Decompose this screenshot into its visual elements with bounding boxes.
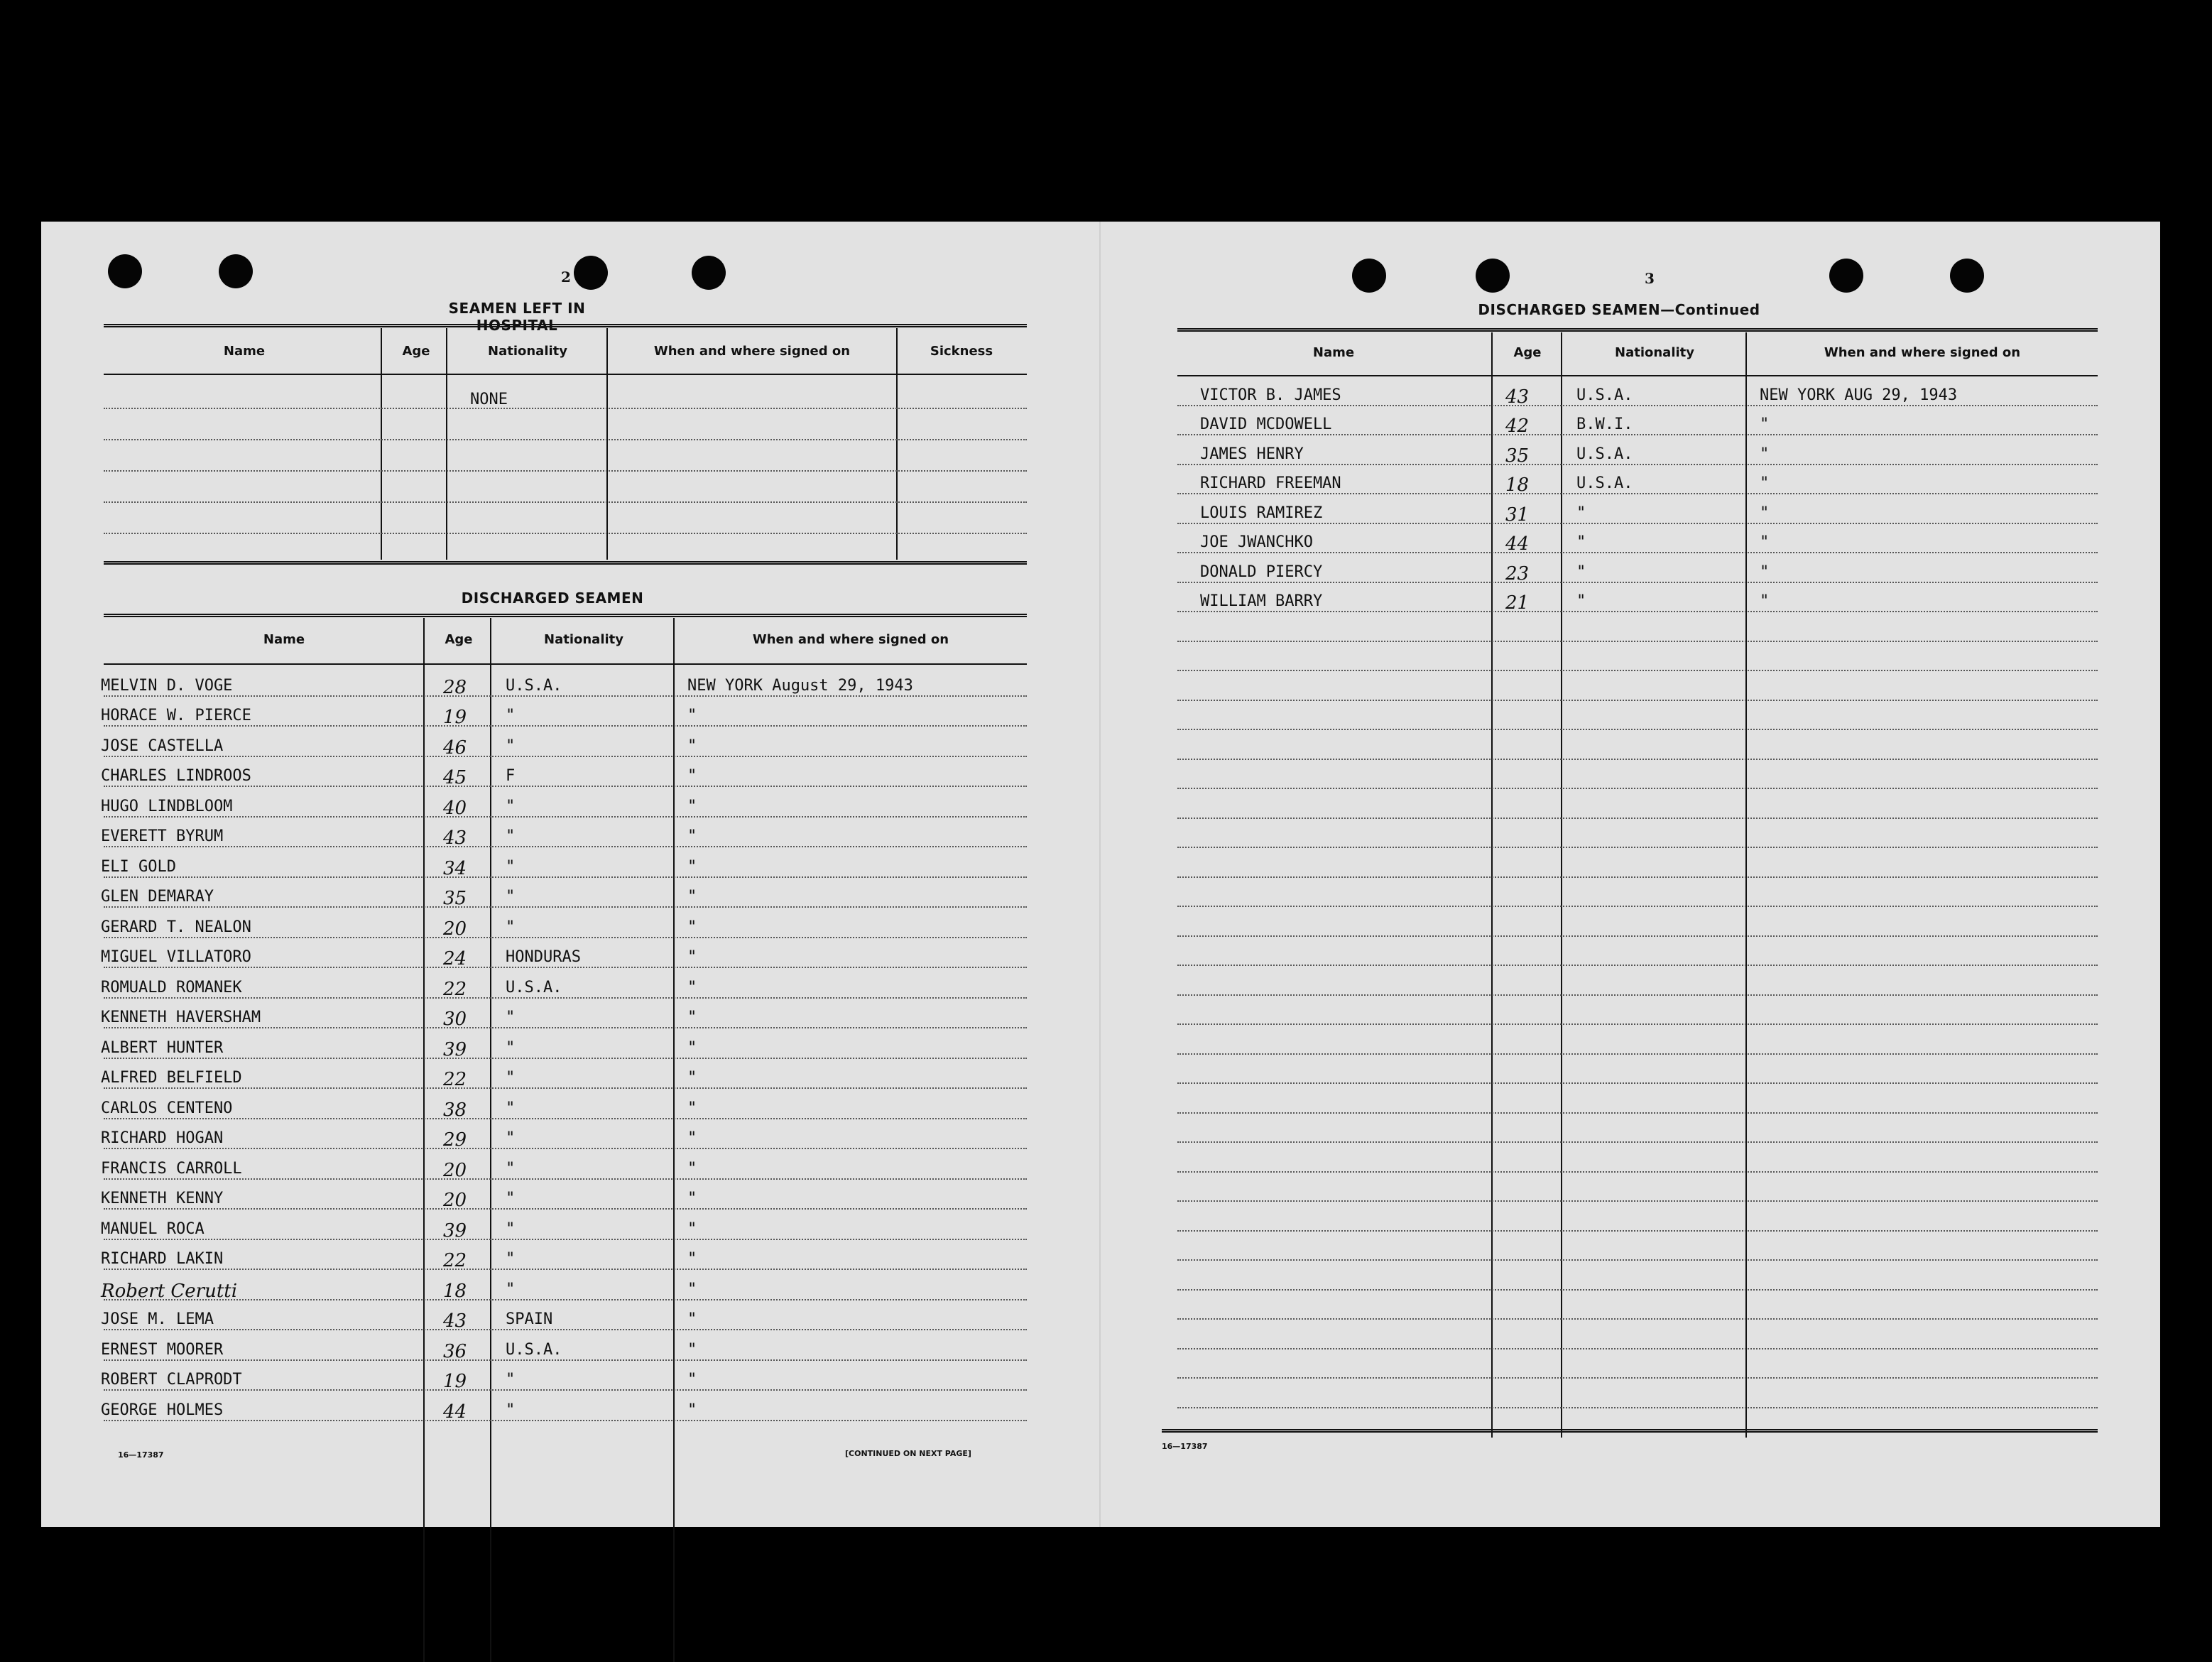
seaman-name: MANUEL ROCA xyxy=(101,1220,205,1238)
rule xyxy=(1177,375,2098,376)
seaman-nationality: " xyxy=(506,1038,516,1057)
seaman-name: GEORGE HOLMES xyxy=(101,1401,224,1419)
seaman-nationality: " xyxy=(506,888,516,906)
table-row xyxy=(1177,405,2098,406)
rule xyxy=(104,663,1027,665)
hospital-title: SEAMEN LEFT IN HOSPITAL xyxy=(448,300,586,334)
seaman-name: CARLOS CENTENO xyxy=(101,1099,233,1117)
seaman-name: CHARLES LINDROOS xyxy=(101,767,251,785)
seaman-nationality: U.S.A. xyxy=(1576,386,1633,404)
table-row xyxy=(104,1148,1027,1149)
header-signed: When and where signed on xyxy=(752,632,949,647)
seaman-name: ELI GOLD xyxy=(101,857,176,876)
seaman-nationality: " xyxy=(506,1009,516,1026)
seaman-age: 35 xyxy=(443,888,467,909)
table-row xyxy=(1177,1141,2098,1143)
seaman-signed-on: " xyxy=(1760,445,1770,463)
table-row xyxy=(1177,906,2098,907)
table-row xyxy=(104,470,1027,472)
seaman-nationality: HONDURAS xyxy=(506,948,581,966)
seaman-age: 23 xyxy=(1505,563,1530,585)
seaman-name: WILLIAM BARRY xyxy=(1200,592,1323,610)
seaman-age: 39 xyxy=(443,1220,467,1242)
table-row xyxy=(1177,1348,2098,1349)
seaman-signed-on: " xyxy=(687,1310,697,1328)
table-row xyxy=(1177,759,2098,760)
seaman-age: 20 xyxy=(443,1190,467,1211)
seaman-name: LOUIS RAMIREZ xyxy=(1200,504,1323,522)
seaman-signed-on: " xyxy=(687,1009,697,1026)
seaman-signed-on: " xyxy=(1760,563,1770,581)
table-row xyxy=(1177,847,2098,848)
seaman-age: 43 xyxy=(443,827,467,849)
table-row xyxy=(104,1118,1027,1119)
punch-hole-icon xyxy=(574,256,608,290)
table-row xyxy=(1177,1377,2098,1379)
table-row xyxy=(104,408,1027,409)
seaman-name: RICHARD LAKIN xyxy=(101,1250,224,1268)
table-row xyxy=(104,1389,1027,1391)
seaman-age: 38 xyxy=(443,1099,467,1121)
seaman-nationality: B.W.I. xyxy=(1576,416,1633,433)
column-divider xyxy=(606,328,608,560)
seaman-age: 28 xyxy=(443,676,467,698)
seaman-signed-on: " xyxy=(687,1220,697,1238)
seaman-age: 36 xyxy=(443,1340,467,1362)
seaman-age: 29 xyxy=(443,1129,467,1151)
seaman-nationality: " xyxy=(506,1069,516,1087)
seaman-name: JOSE CASTELLA xyxy=(101,737,224,755)
table-row xyxy=(1177,493,2098,494)
seaman-name: RICHARD HOGAN xyxy=(101,1129,224,1147)
seaman-age: 18 xyxy=(443,1280,467,1302)
table-row xyxy=(104,1420,1027,1421)
seaman-name: ROMUALD ROMANEK xyxy=(101,978,242,996)
seaman-nationality: U.S.A. xyxy=(1576,474,1633,492)
seaman-nationality: " xyxy=(506,797,516,815)
seaman-signed-on: " xyxy=(687,737,697,755)
seaman-name: KENNETH HAVERSHAM xyxy=(101,1009,261,1026)
header-nationality: Nationality xyxy=(1615,345,1694,360)
seaman-nationality: " xyxy=(506,1099,516,1117)
seaman-nationality: SPAIN xyxy=(506,1310,553,1328)
table-row xyxy=(1177,1289,2098,1291)
seaman-age: 19 xyxy=(443,707,467,728)
table-row xyxy=(1177,611,2098,612)
table-row xyxy=(104,1087,1027,1089)
seaman-name: JOE JWANCHKO xyxy=(1200,533,1313,551)
seaman-nationality: " xyxy=(506,1129,516,1147)
table-row xyxy=(104,1359,1027,1361)
seaman-name: Robert Cerutti xyxy=(101,1280,238,1302)
table-row xyxy=(1177,1053,2098,1055)
table-row xyxy=(104,1299,1027,1300)
seaman-age: 39 xyxy=(443,1038,467,1060)
seaman-name: DONALD PIERCY xyxy=(1200,563,1323,581)
seaman-name: VICTOR B. JAMES xyxy=(1200,386,1341,404)
seaman-signed-on: " xyxy=(687,1159,697,1178)
form-number: 16—17387 xyxy=(118,1450,164,1460)
table-row xyxy=(1177,641,2098,642)
seaman-signed-on: " xyxy=(687,857,697,876)
column-divider xyxy=(490,618,491,1662)
seaman-name: DAVID MCDOWELL xyxy=(1200,416,1332,433)
table-row xyxy=(104,1058,1027,1059)
seaman-nationality: " xyxy=(506,1220,516,1238)
column-divider xyxy=(1561,332,1562,1438)
table-row xyxy=(1177,788,2098,789)
seaman-signed-on: " xyxy=(687,1129,697,1147)
table-row xyxy=(1177,965,2098,966)
seaman-signed-on: " xyxy=(687,797,697,815)
table-row xyxy=(104,1027,1027,1028)
header-name: Name xyxy=(1312,345,1355,360)
table-row xyxy=(1177,1112,2098,1114)
table-row xyxy=(1177,1407,2098,1408)
column-divider xyxy=(423,618,425,1662)
seaman-nationality: " xyxy=(1576,504,1586,522)
seaman-name: EVERETT BYRUM xyxy=(101,827,224,845)
rule xyxy=(104,561,1027,565)
column-divider xyxy=(1491,332,1493,1438)
seaman-signed-on: " xyxy=(1760,592,1770,610)
table-row xyxy=(104,725,1027,727)
seaman-name: ALFRED BELFIELD xyxy=(101,1069,242,1087)
seaman-name: MELVIN D. VOGE xyxy=(101,676,233,695)
seaman-signed-on: " xyxy=(687,827,697,845)
seaman-signed-on: " xyxy=(687,1190,697,1207)
header-signed: When and where signed on xyxy=(653,344,851,359)
punch-hole-icon xyxy=(1476,259,1510,293)
column-divider xyxy=(1745,332,1747,1438)
table-row xyxy=(1177,700,2098,701)
seaman-nationality: U.S.A. xyxy=(506,1340,562,1359)
punch-hole-icon xyxy=(108,254,142,288)
seaman-name: HORACE W. PIERCE xyxy=(101,707,251,724)
header-name: Name xyxy=(223,344,266,359)
seaman-nationality: F xyxy=(506,767,516,785)
seaman-signed-on: " xyxy=(1760,504,1770,522)
seaman-nationality: " xyxy=(506,827,516,845)
seaman-name: JOSE M. LEMA xyxy=(101,1310,214,1328)
seaman-age: 20 xyxy=(443,918,467,940)
seaman-age: 20 xyxy=(443,1159,467,1181)
seaman-signed-on: " xyxy=(687,707,697,724)
table-row xyxy=(104,1178,1027,1180)
table-row xyxy=(104,1239,1027,1240)
table-row xyxy=(104,1269,1027,1270)
table-row xyxy=(1177,434,2098,435)
seaman-nationality: U.S.A. xyxy=(1576,445,1633,463)
punch-hole-icon xyxy=(692,256,726,290)
table-row xyxy=(104,501,1027,503)
seaman-age: 21 xyxy=(1505,592,1530,614)
seaman-signed-on: " xyxy=(687,767,697,785)
seaman-name: FRANCIS CARROLL xyxy=(101,1159,242,1178)
seaman-nationality: " xyxy=(506,1371,516,1389)
table-row xyxy=(1177,1200,2098,1202)
table-row xyxy=(104,816,1027,818)
table-row xyxy=(1177,818,2098,819)
table-row xyxy=(1177,1171,2098,1173)
page-number: 3 xyxy=(1645,270,1655,287)
seaman-name: GERARD T. NEALON xyxy=(101,918,251,936)
discharged-title: DISCHARGED SEAMEN xyxy=(461,590,644,607)
rule xyxy=(1177,328,2098,332)
seaman-age: 24 xyxy=(443,948,467,970)
seaman-nationality: " xyxy=(506,1159,516,1178)
table-row xyxy=(104,967,1027,968)
table-row xyxy=(104,695,1027,697)
rule xyxy=(104,324,1027,327)
seaman-signed-on: " xyxy=(687,1099,697,1117)
table-row xyxy=(1177,523,2098,524)
table-row xyxy=(1177,552,2098,553)
seaman-signed-on: " xyxy=(687,888,697,906)
seaman-signed-on: NEW YORK AUG 29, 1943 xyxy=(1760,386,1958,404)
table-row xyxy=(1177,1082,2098,1084)
hospital-note: NONE xyxy=(470,391,508,408)
table-row xyxy=(1177,1259,2098,1261)
column-divider xyxy=(381,328,382,560)
table-row xyxy=(104,1329,1027,1330)
seaman-signed-on: " xyxy=(687,1069,697,1087)
seaman-age: 18 xyxy=(1505,474,1530,496)
column-divider xyxy=(673,618,675,1662)
table-row xyxy=(1177,1023,2098,1025)
seaman-signed-on: " xyxy=(687,948,697,966)
seaman-nationality: " xyxy=(506,1190,516,1207)
table-row xyxy=(1177,935,2098,937)
table-row xyxy=(104,786,1027,787)
table-row xyxy=(1177,582,2098,583)
table-row xyxy=(104,876,1027,878)
seaman-name: ROBERT CLAPRODT xyxy=(101,1371,242,1389)
seaman-age: 45 xyxy=(443,767,467,788)
seaman-age: 43 xyxy=(1505,386,1530,408)
seaman-signed-on: " xyxy=(687,1250,697,1268)
seaman-nationality: " xyxy=(1576,592,1586,610)
seaman-signed-on: " xyxy=(687,1340,697,1359)
seaman-nationality: " xyxy=(506,918,516,936)
seaman-signed-on: " xyxy=(687,1280,697,1298)
seaman-signed-on: " xyxy=(687,1401,697,1419)
table-row xyxy=(1177,1318,2098,1320)
table-row xyxy=(1177,670,2098,671)
table-row xyxy=(104,997,1027,999)
left-page xyxy=(41,222,1099,1527)
seaman-age: 19 xyxy=(443,1371,467,1392)
seaman-age: 44 xyxy=(1505,533,1530,555)
seaman-name: HUGO LINDBLOOM xyxy=(101,797,233,815)
seaman-nationality: " xyxy=(506,737,516,755)
seaman-nationality: " xyxy=(506,857,516,876)
seaman-signed-on: NEW YORK August 29, 1943 xyxy=(687,676,913,695)
rule xyxy=(104,614,1027,617)
table-row xyxy=(1177,1230,2098,1232)
seaman-age: 22 xyxy=(443,1069,467,1090)
page-number: 2 xyxy=(561,268,571,286)
header-age: Age xyxy=(402,344,430,359)
seaman-name: ALBERT HUNTER xyxy=(101,1038,224,1057)
table-row xyxy=(104,756,1027,757)
discharged-continued-title: DISCHARGED SEAMEN—Continued xyxy=(1478,301,1760,318)
punch-hole-icon xyxy=(1950,259,1984,293)
seaman-name: JAMES HENRY xyxy=(1200,445,1304,463)
seaman-age: 22 xyxy=(443,1250,467,1271)
seaman-age: 35 xyxy=(1505,445,1530,467)
seaman-age: 44 xyxy=(443,1401,467,1423)
table-row xyxy=(104,846,1027,847)
table-row xyxy=(104,937,1027,938)
table-row xyxy=(104,906,1027,908)
rule xyxy=(104,374,1027,375)
seaman-name: GLEN DEMARAY xyxy=(101,888,214,906)
continued-note: [CONTINUED ON NEXT PAGE] xyxy=(845,1449,971,1458)
seaman-name: ERNEST MOORER xyxy=(101,1340,224,1359)
seaman-nationality: U.S.A. xyxy=(506,676,562,695)
header-nationality: Nationality xyxy=(544,632,623,647)
seaman-name: MIGUEL VILLATORO xyxy=(101,948,251,966)
header-nationality: Nationality xyxy=(488,344,567,359)
punch-hole-icon xyxy=(219,254,253,288)
table-row xyxy=(1177,464,2098,465)
right-page xyxy=(1099,222,2160,1527)
form-number: 16—17387 xyxy=(1162,1442,1208,1451)
seaman-age: 30 xyxy=(443,1009,467,1030)
table-row xyxy=(104,1208,1027,1210)
seaman-signed-on: " xyxy=(687,918,697,936)
table-row xyxy=(104,533,1027,534)
seaman-signed-on: " xyxy=(1760,474,1770,492)
seaman-nationality: " xyxy=(506,1280,516,1298)
punch-hole-icon xyxy=(1352,259,1386,293)
seaman-nationality: " xyxy=(506,1401,516,1419)
table-row xyxy=(1177,729,2098,730)
seaman-nationality: " xyxy=(1576,563,1586,581)
seaman-signed-on: " xyxy=(687,1038,697,1057)
table-row xyxy=(1177,994,2098,996)
header-name: Name xyxy=(263,632,305,647)
seaman-age: 31 xyxy=(1505,504,1530,526)
seaman-signed-on: " xyxy=(687,1371,697,1389)
seaman-age: 42 xyxy=(1505,416,1530,437)
seaman-age: 34 xyxy=(443,857,467,879)
column-divider xyxy=(896,328,898,560)
seaman-age: 46 xyxy=(443,737,467,759)
header-age: Age xyxy=(1513,345,1542,360)
punch-hole-icon xyxy=(1829,259,1863,293)
column-divider xyxy=(446,328,447,560)
seaman-age: 40 xyxy=(443,797,467,819)
seaman-nationality: U.S.A. xyxy=(506,978,562,996)
seaman-nationality: " xyxy=(506,1250,516,1268)
header-sickness: Sickness xyxy=(930,344,993,359)
rule xyxy=(1162,1429,2098,1433)
seaman-age: 22 xyxy=(443,978,467,1000)
seaman-nationality: " xyxy=(1576,533,1586,551)
header-signed: When and where signed on xyxy=(1824,345,2021,360)
seaman-signed-on: " xyxy=(687,978,697,996)
seaman-signed-on: " xyxy=(1760,533,1770,551)
table-row xyxy=(1177,876,2098,878)
header-age: Age xyxy=(445,632,473,647)
seaman-name: RICHARD FREEMAN xyxy=(1200,474,1341,492)
table-row xyxy=(104,439,1027,440)
seaman-age: 43 xyxy=(443,1310,467,1332)
seaman-signed-on: " xyxy=(1760,416,1770,433)
seaman-nationality: " xyxy=(506,707,516,724)
seaman-name: KENNETH KENNY xyxy=(101,1190,224,1207)
